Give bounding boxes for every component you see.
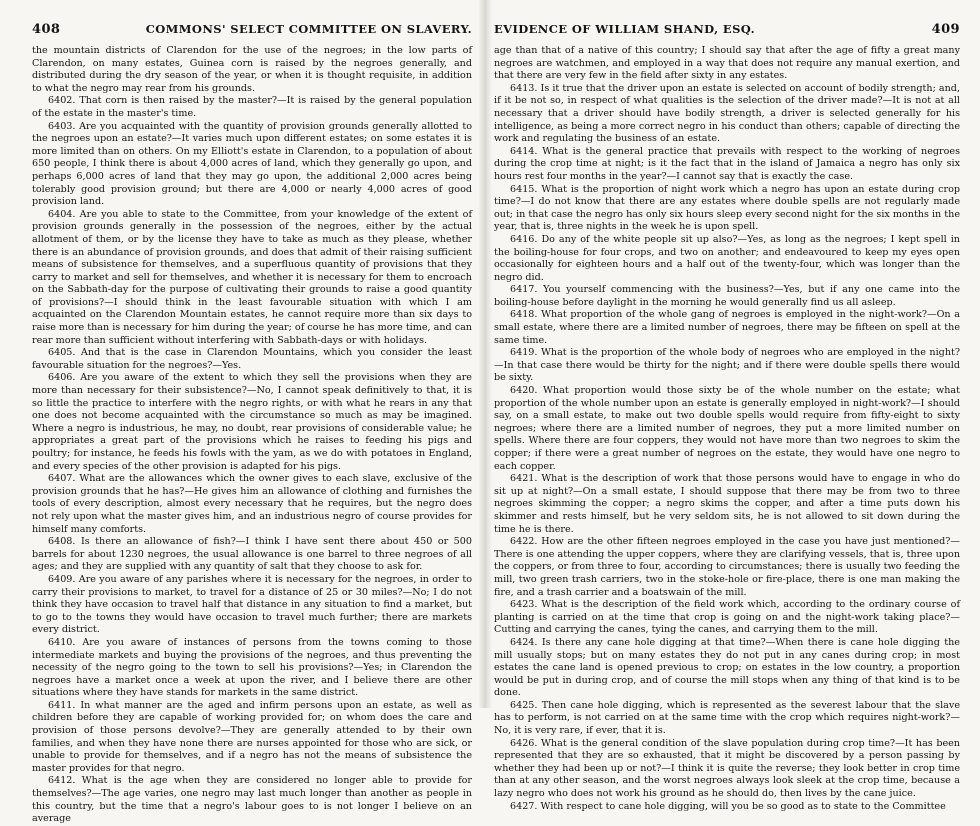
- paragraph: 6409. Are you aware of any parishes where it is necessary for the negroes, in order to carry their provisions to market, to travel for a distance of 25 or 30 miles?—No; I do not think they have occasion to travel half that distance in any situation to find a market, but to go to the towns they would have occasion to travel much further; there are markets every district.: [32, 573, 472, 636]
- paragraph: 6405. And that is the case in Clarendon Mountains, which you consider the least favourable situation for the negroes?—Yes.: [32, 347, 472, 371]
- left-page-number: 408: [32, 22, 61, 37]
- left-page-body: [32, 45, 472, 826]
- paragraph: 6422. How are the other fifteen negroes employed in the case you have just mentioned?—There is one attending the upper coppers, where they are clarifying vessels, that is, three upon the coppers, or from three to four, according to circumstances; there is usually two feeding the mill, two green trash carriers, two in the stoke-hole or fire-place, there is one man making the fire, and a trash carrier and a boatswain of the mill.: [494, 536, 960, 598]
- paragraph: 6425. Then cane hole digging, which is represented as the severest labour that the slave has to perform, is not carried on at the same time with the crop which requires night-work?—No, it is very rare, if ever, that it is.: [494, 699, 960, 737]
- paragraph: 6417. You yourself commencing with the business?—Yes, but if any one came into the boiling-house before daylight in the morning he would generally find us all asleep.: [494, 284, 960, 308]
- paragraph: 6407. What are the allowances which the owner gives to each slave, exclusive of the provision grounds that he has?—He gives him an allowance of clothing and furnishes the tools of every description, almost every necessary that he requires, but the negro does not rely upon what the master gives him, and an industrious negro of course provides for himself many comforts.: [32, 473, 472, 535]
- left-page: [0, 0, 480, 825]
- paragraph: 6419. What is the proportion of the whole body of negroes who are employed in the night?—In that case there would be thirty for the night; and if there were double spells there would be sixty.: [494, 347, 960, 384]
- paragraph: 6415. What is the proportion of night work which a negro has upon an estate during crop time?—I do not know that there are any estates where double spells are not regularly made out; in that case the negro has only six hours sleep every second night for the six months in the year, that is, three nights in the week he is upon spell.: [494, 183, 960, 233]
- paragraph: 6413. Is it true that the driver upon an estate is selected on account of bodily strength; and, if it be not so, in respect of what qualities is the selection of the driver made?—It is not at all necessary that a driver should have bodily strength, a driver is selected generally for his intelligence, as being a more correct negro in his conduct than others; capable of directing the work and regulating the business of an estate.: [494, 82, 960, 145]
- paragraph: age than that of a native of this country; I should say that after the age of fifty a great many negroes are watchmen, and employed in a way that does not require any manual exertion, and that there are very few in the field after sixty in any estates.: [494, 45, 960, 82]
- paragraph: 6426. What is the general condition of the slave population during crop time?—It has been represented that they are so exhausted, that it might be discovered by a person passing by whether they had been up or not?—I think it is quite the reverse; they look better in crop time than at any other season, and the worst negroes always look sleek at the crop time, because a lazy negro who does not work his ground as he should do, then lives by the cane juice.: [494, 737, 960, 800]
- paragraph: 6404. Are you able to state to the Committee, from your knowledge of the extent of provision grounds generally in the possession of the negroes, either by the actual allotment of them, or by the license they have to take as much as they please, whether there is an abundance of provision grounds, and does that admit of their raising sufficient means of subsistence for themselves, and a superfluous quantity of provisions that they carry to market and sell for themselves, and whether it is necessary for them to encroach on the Sabbath-day for the purpose of cultivating their grounds to raise a good quantity of provisions?—I should think in the least favourable situation with which I am acquainted on the Clarendon Mountain estates, he cannot require more than six days to raise more than is necessary for him during the year; of course he has more time, and can rear more than sufficient without interfering with Sabbath-days or with holidays.: [32, 208, 472, 346]
- paragraph: 6411. In what manner are the aged and infirm persons upon an estate, as well as children before they are capable of working provided for; on whom does the care and provision of those persons devolve?—They are generally attended to by their own families, and when they have none there are nurses appointed for those who are sick, or unable to provide for themselves, and if a negro has not the means of subsistence the master provides for that negro.: [32, 699, 472, 774]
- paragraph: 6416. Do any of the white people sit up also?—Yes, as long as the negroes; I kept spell in the boiling-house for four crops, and two on another; and endeavoured to keep my eyes open occasionally for eighteen hours and a half out of the twenty-four, which was longer than the negro did.: [494, 233, 960, 283]
- right-page-body: [494, 45, 960, 813]
- paragraph: 6408. Is there an allowance of fish?—I think I have sent there about 450 or 500 barrels for about 1230 negroes, the usual allowance is one barrel to three negroes of all ages; and they are supplied with any quantity of salt that they choose to ask for.: [32, 536, 472, 573]
- paragraph: 6421. What is the description of work that those persons would have to engage in who do sit up at night?—On a small estate, I should suppose that there may be from two to three negroes skimming the copper; a negro skims the copper, and after a time puts down his skimmer and rests himself, but he very seldom sits, he is not allowed to sit down during the time he is there.: [494, 473, 960, 535]
- right-page: [490, 0, 980, 812]
- right-page-header: [494, 22, 960, 37]
- paragraph: 6427. With respect to cane hole digging, will you be so good as to state to the Committee: [510, 800, 946, 812]
- paragraph: 6412. What is the age when they are considered no longer able to provide for themselves?—The age varies, one negro may last much longer than another as people in this country, but the time that a negro's labour goes to is not longer I believe on an average: [32, 775, 472, 825]
- paragraph: 6402. That corn is then raised by the master?—It is raised by the general population of the estate in the master's time.: [32, 95, 472, 119]
- right-page-number: 409: [931, 22, 960, 37]
- paragraph: 6423. What is the description of the field work which, according to the ordinary course of planting is carried on at the time that crop is going on and the night-work taking place?—Cutting and carrying the canes, tying the canes, and carrying them to the mill.: [494, 599, 960, 636]
- paragraph: 6410. Are you aware of instances of persons from the towns coming to those intermediate markets and buying the provisions of the negroes, and thus preventing the necessity of the negro going to the town to sell his provisions?—Yes; in Clarendon the negroes have a market once a week at upon the river, and I believe there are other situations where they have stands for markets in the same district.: [32, 636, 472, 699]
- paragraph: 6406. Are you aware of the extent to which they sell the provisions when they are more than necessary for their subsistence?—No, I cannot speak definitively to that, it is so little the practice to interfere with the negro rights, or with what he rears in any that one does not become acquainted with the circumstance so much as may be imagined. Where a negro is industrious, he may, no doubt, rear provisions of considerable value; he appropriates a great part of the provisions which he raises to feeding his pigs and poultry; for instance, he feeds his fowls with the yam, as we do with potatoes in England, and every species of the other provision is adapted for his pigs.: [32, 372, 472, 472]
- right-running-head: EVIDENCE OF WILLIAM SHAND, ESQ.: [494, 22, 756, 36]
- paragraph: 6403. Are you acquainted with the quantity of provision grounds generally allotted to the negroes upon an estate?—It varies much upon different estates; on some estates it is more limited than on others. On my Elliott's estate in Clarendon, to a population of about 650 people, I think there is about 4,000 acres of land, which they generally go upon, and perhaps 6,000 acres of land that they may go upon, the additional 2,000 acres being tolerably good provision ground; but there are 4,000 or nearly 4,000 acres of good provision land.: [32, 120, 472, 208]
- paragraph: 6414. What is the general practice that prevails with respect to the working of negroes during the crop time at night; is it the fact that in the island of Jamaica a negro has only six hours rest four months in the year?—I cannot say that is exactly the case.: [494, 145, 960, 182]
- paragraph: 6424. Is there any cane hole digging at that time?—When there is cane hole digging the mill usually stops; but on many estates they do not put in any canes during crop; in most estates the cane land is opened previous to crop; on estates in the low country, a proportion would be put in during crop, and of course the mill stops when any thing of that kind is to be done.: [494, 636, 960, 699]
- paragraph: the mountain districts of Clarendon for the use of the negroes; in the low parts of Clarendon, on many estates, Guinea corn is raised by the negroes generally, and distributed during the dry season of the year, or when it is thought requisite, in addition to what the negro may rear from his grounds.: [32, 45, 472, 94]
- left-page-header: [32, 22, 472, 37]
- left-running-head: COMMONS' SELECT COMMITTEE ON SLAVERY.: [145, 22, 472, 36]
- paragraph: 6420. What proportion would those sixty be of the whole number on the estate; what proportion of the whole number upon an estate is generally employed in night-work?—I should say, on a small estate, to make out two double spells would require from fifty-eight to sixty negroes; where there are a limited number of negroes, they put a more limited number on spells. Where there are four coppers, they would not have more than two negroes to skim the copper; if there were a great number of negroes on the estate, they would have one negro to each copper.: [494, 385, 960, 472]
- paragraph: 6418. What proportion of the whole gang of negroes is employed in the night-work?—On a small estate, where there are a limited number of negroes, there may be fifteen on spell at the same time.: [494, 309, 960, 346]
